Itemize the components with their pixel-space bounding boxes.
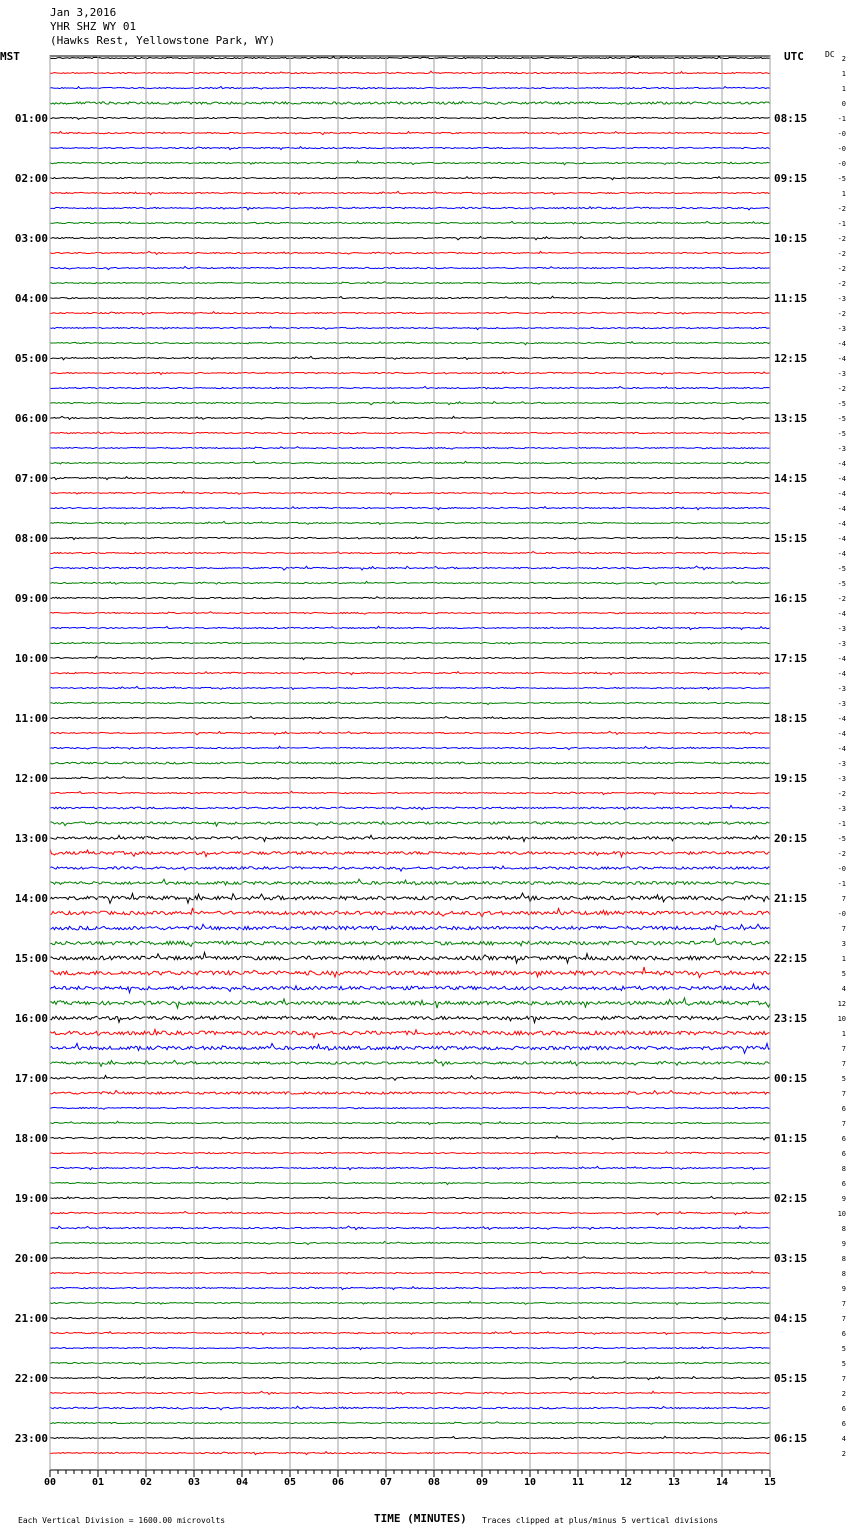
x-tick-label: 02	[139, 1477, 153, 1488]
trace-15	[50, 282, 770, 284]
dc-offset-label: 1	[841, 1030, 846, 1038]
x-tick-label: 05	[283, 1477, 297, 1488]
trace-21	[50, 372, 770, 375]
trace-55	[50, 879, 770, 885]
trace-32	[50, 537, 770, 540]
trace-14	[50, 266, 770, 269]
dc-offset-label: -4	[837, 550, 846, 558]
dc-offset-label: -3	[837, 370, 846, 378]
utc-hour-label: 03:15	[774, 1252, 808, 1265]
trace-1	[50, 71, 770, 73]
dc-offset-label: -3	[837, 325, 846, 333]
trace-57	[50, 908, 770, 918]
station-code: YHR SHZ WY 01	[50, 20, 137, 33]
trace-45	[50, 731, 770, 734]
trace-91	[50, 1422, 770, 1424]
dc-offset-label: -5	[837, 415, 846, 423]
dc-offset-label: -3	[837, 775, 846, 783]
dc-offset-label: 9	[841, 1240, 846, 1248]
dc-offset-label: -4	[837, 670, 846, 678]
trace-25	[50, 431, 770, 433]
mst-hour-label: 04:00	[14, 292, 48, 305]
trace-77	[50, 1211, 770, 1214]
trace-34	[50, 566, 770, 570]
utc-hour-label: 12:15	[774, 352, 808, 365]
x-tick-label: 13	[667, 1477, 681, 1488]
trace-87	[50, 1361, 770, 1364]
trace-7	[50, 161, 770, 165]
dc-offset-label: -3	[837, 700, 846, 708]
utc-hour-label: 21:15	[774, 892, 808, 905]
trace-37	[50, 612, 770, 614]
dc-offset-label: 9	[841, 1285, 846, 1293]
trace-64	[50, 1016, 770, 1023]
dc-offset-label: -3	[837, 295, 846, 303]
trace-20	[50, 356, 770, 359]
utc-hour-label: 06:15	[774, 1432, 808, 1445]
trace-5	[50, 131, 770, 134]
dc-offset-label: -2	[837, 205, 846, 213]
trace-2	[50, 86, 770, 89]
trace-4	[50, 117, 770, 119]
mst-hour-label: 17:00	[14, 1072, 48, 1085]
mst-hour-label: 10:00	[14, 652, 48, 665]
trace-61	[50, 967, 770, 978]
utc-hour-label: 22:15	[774, 952, 808, 965]
x-tick-label: 01	[91, 1477, 105, 1488]
x-tick-label: 10	[523, 1477, 537, 1488]
grid-lines	[50, 56, 770, 1477]
x-axis-title: TIME (MINUTES)	[374, 1512, 467, 1525]
trace-23	[50, 401, 770, 404]
trace-86	[50, 1347, 770, 1350]
dc-offset-label: -2	[837, 850, 846, 858]
dc-offset-label: 2	[841, 55, 846, 63]
mst-hour-label: 08:00	[14, 532, 48, 545]
dc-column-title: DC	[825, 50, 835, 59]
trace-88	[50, 1376, 770, 1379]
trace-81	[50, 1271, 770, 1274]
trace-48	[50, 777, 770, 779]
trace-9	[50, 191, 770, 194]
dc-offset-label: 8	[841, 1270, 846, 1278]
trace-79	[50, 1241, 770, 1244]
utc-hour-label: 01:15	[774, 1132, 808, 1145]
utc-hour-label: 18:15	[774, 712, 808, 725]
x-tick-label: 15	[763, 1477, 777, 1488]
trace-50	[50, 805, 770, 809]
trace-92	[50, 1436, 770, 1439]
dc-offset-label: -0	[837, 130, 846, 138]
utc-hour-label: 19:15	[774, 772, 808, 785]
dc-offset-label: 8	[841, 1165, 846, 1173]
trace-36	[50, 597, 770, 599]
trace-46	[50, 746, 770, 749]
dc-offset-label: -4	[837, 610, 846, 618]
mst-hour-label: 13:00	[14, 832, 48, 845]
dc-offset-label: 9	[841, 1195, 846, 1203]
dc-offset-label: -4	[837, 340, 846, 348]
utc-hour-label: 00:15	[774, 1072, 808, 1085]
trace-89	[50, 1391, 770, 1394]
mst-hour-label: 07:00	[14, 472, 48, 485]
dc-offset-label: -0	[837, 160, 846, 168]
dc-offset-label: -5	[837, 580, 846, 588]
trace-28	[50, 477, 770, 480]
trace-83	[50, 1301, 770, 1304]
trace-30	[50, 507, 770, 510]
dc-offset-label: 7	[841, 895, 846, 903]
trace-62	[50, 984, 770, 993]
dc-offset-label: -5	[837, 175, 846, 183]
trace-60	[50, 952, 770, 963]
trace-12	[50, 236, 770, 239]
mst-hour-label: 05:00	[14, 352, 48, 365]
x-tick-label: 14	[715, 1477, 729, 1488]
utc-hour-label: 14:15	[774, 472, 808, 485]
dc-offset-label: -3	[837, 685, 846, 693]
dc-offset-label: 6	[841, 1420, 846, 1428]
trace-13	[50, 251, 770, 254]
mst-hour-label: 20:00	[14, 1252, 48, 1265]
mst-hour-label: 18:00	[14, 1132, 48, 1145]
dc-offset-label: -5	[837, 430, 846, 438]
trace-74	[50, 1166, 770, 1169]
dc-offset-label: 7	[841, 1045, 846, 1053]
mst-hour-label: 14:00	[14, 892, 48, 905]
mst-hour-label: 06:00	[14, 412, 48, 425]
dc-offset-label: -4	[837, 535, 846, 543]
dc-offset-label: 6	[841, 1180, 846, 1188]
dc-offset-label: -1	[837, 820, 846, 828]
trace-38	[50, 626, 770, 629]
dc-offset-label: 6	[841, 1135, 846, 1143]
utc-hour-label: 09:15	[774, 172, 808, 185]
trace-69	[50, 1090, 770, 1094]
dc-offset-label: 1	[841, 70, 846, 78]
dc-offset-label: 6	[841, 1405, 846, 1413]
trace-54	[50, 866, 770, 871]
trace-73	[50, 1152, 770, 1154]
x-tick-label: 00	[43, 1477, 57, 1488]
trace-33	[50, 551, 770, 553]
mst-hour-label: 09:00	[14, 592, 48, 605]
dc-offset-label: -2	[837, 595, 846, 603]
x-tick-label: 04	[235, 1477, 249, 1488]
dc-offset-label: -2	[837, 265, 846, 273]
trace-84	[50, 1317, 770, 1320]
scale-note: Each Vertical Division = 1600.00 microvolts	[18, 1516, 226, 1525]
dc-offset-label: 7	[841, 1375, 846, 1383]
dc-offset-label: -4	[837, 355, 846, 363]
mst-hour-label: 19:00	[14, 1192, 48, 1205]
dc-offset-label: -1	[837, 880, 846, 888]
dc-offset-label: 10	[837, 1210, 846, 1218]
dc-offset-label: -1	[837, 220, 846, 228]
dc-offset-label: 1	[841, 85, 846, 93]
dc-offset-label: 6	[841, 1330, 846, 1338]
dc-offset-label: -3	[837, 625, 846, 633]
trace-56	[50, 893, 770, 903]
trace-11	[50, 221, 770, 224]
x-tick-label: 06	[331, 1477, 345, 1488]
dc-offset-label: 0	[841, 100, 846, 108]
trace-93	[50, 1452, 770, 1455]
clip-note: Traces clipped at plus/minus 5 vertical divisions	[482, 1516, 719, 1525]
trace-70	[50, 1107, 770, 1110]
dc-offset-label: -3	[837, 640, 846, 648]
utc-hour-label: 17:15	[774, 652, 808, 665]
trace-41	[50, 672, 770, 675]
trace-29	[50, 491, 770, 494]
dc-offset-label: 1	[841, 190, 846, 198]
trace-51	[50, 822, 770, 827]
trace-85	[50, 1331, 770, 1334]
utc-axis-title: UTC	[784, 50, 804, 63]
record-date: Jan 3,2016	[50, 6, 117, 19]
utc-hour-label: 20:15	[774, 832, 808, 845]
dc-offset-label: 4	[841, 1435, 846, 1443]
trace-27	[50, 461, 770, 464]
utc-hour-label: 02:15	[774, 1192, 808, 1205]
trace-39	[50, 642, 770, 644]
dc-offset-label: -4	[837, 490, 846, 498]
trace-17	[50, 312, 770, 315]
dc-offset-label: -3	[837, 760, 846, 768]
utc-hour-label: 16:15	[774, 592, 808, 605]
dc-offset-label: -4	[837, 520, 846, 528]
x-tick-label: 09	[475, 1477, 489, 1488]
dc-offset-label: 6	[841, 1150, 846, 1158]
trace-90	[50, 1406, 770, 1410]
mst-axis-title: MST	[0, 50, 20, 63]
trace-22	[50, 386, 770, 388]
trace-10	[50, 207, 770, 210]
dc-offset-label: -0	[837, 910, 846, 918]
dc-offset-label: 6	[841, 1105, 846, 1113]
trace-52	[50, 835, 770, 841]
dc-offset-label: 5	[841, 1345, 846, 1353]
dc-offset-label: -2	[837, 280, 846, 288]
x-tick-label: 08	[427, 1477, 441, 1488]
trace-49	[50, 791, 770, 794]
dc-offset-label: 2	[841, 1390, 846, 1398]
dc-offset-label: 3	[841, 940, 846, 948]
utc-hour-label: 15:15	[774, 532, 808, 545]
dc-offset-label: -1	[837, 115, 846, 123]
trace-19	[50, 342, 770, 345]
dc-offset-label: -2	[837, 250, 846, 258]
trace-76	[50, 1196, 770, 1199]
trace-68	[50, 1075, 770, 1080]
dc-offset-label: -2	[837, 310, 846, 318]
dc-offset-label: -2	[837, 235, 846, 243]
trace-78	[50, 1226, 770, 1230]
dc-offset-label: -5	[837, 835, 846, 843]
dc-offset-label: -3	[837, 805, 846, 813]
dc-offset-label: 4	[841, 985, 846, 993]
dc-offset-label: -4	[837, 655, 846, 663]
dc-offset-label: -4	[837, 730, 846, 738]
mst-hour-label: 01:00	[14, 112, 48, 125]
mst-hour-label: 02:00	[14, 172, 48, 185]
dc-offset-label: 7	[841, 1300, 846, 1308]
trace-67	[50, 1060, 770, 1067]
dc-offset-label: 10	[837, 1015, 846, 1023]
trace-42	[50, 686, 770, 689]
mst-hour-label: 03:00	[14, 232, 48, 245]
dc-offset-label: 8	[841, 1225, 846, 1233]
utc-hour-label: 05:15	[774, 1372, 808, 1385]
utc-hour-label: 08:15	[774, 112, 808, 125]
mst-hour-label: 11:00	[14, 712, 48, 725]
trace-26	[50, 447, 770, 449]
mst-hour-label: 22:00	[14, 1372, 48, 1385]
dc-offset-label: -4	[837, 745, 846, 753]
trace-65	[50, 1029, 770, 1038]
trace-59	[50, 939, 770, 947]
x-tick-label: 03	[187, 1477, 201, 1488]
utc-hour-label: 11:15	[774, 292, 808, 305]
mst-hour-label: 12:00	[14, 772, 48, 785]
trace-43	[50, 702, 770, 705]
trace-40	[50, 656, 770, 659]
mst-hour-label: 15:00	[14, 952, 48, 965]
dc-offset-label: -4	[837, 505, 846, 513]
mst-hour-label: 21:00	[14, 1312, 48, 1325]
dc-offset-label: -4	[837, 715, 846, 723]
trace-3	[50, 101, 770, 104]
dc-offset-label: -0	[837, 865, 846, 873]
trace-44	[50, 716, 770, 718]
trace-82	[50, 1287, 770, 1290]
mst-hour-label: 23:00	[14, 1432, 48, 1445]
dc-offset-label: 5	[841, 1360, 846, 1368]
station-location: (Hawks Rest, Yellowstone Park, WY)	[50, 34, 276, 47]
x-tick-label: 11	[571, 1477, 585, 1488]
utc-hour-label: 23:15	[774, 1012, 808, 1025]
dc-offset-label: -0	[837, 145, 846, 153]
trace-71	[50, 1121, 770, 1124]
trace-group	[50, 56, 770, 1454]
trace-35	[50, 581, 770, 584]
trace-31	[50, 521, 770, 524]
trace-63	[50, 998, 770, 1008]
trace-75	[50, 1182, 770, 1184]
dc-offset-label: 5	[841, 1075, 846, 1083]
dc-offset-label: 7	[841, 1060, 846, 1068]
mst-hour-label: 16:00	[14, 1012, 48, 1025]
trace-72	[50, 1136, 770, 1140]
dc-offset-label: 7	[841, 1315, 846, 1323]
dc-offset-label: 12	[837, 1000, 846, 1008]
trace-53	[50, 849, 770, 857]
trace-18	[50, 326, 770, 329]
dc-offset-label: -4	[837, 475, 846, 483]
utc-hour-label: 10:15	[774, 232, 808, 245]
dc-offset-label: 1	[841, 955, 846, 963]
dc-offset-label: -5	[837, 565, 846, 573]
trace-8	[50, 177, 770, 180]
trace-58	[50, 924, 770, 930]
dc-offset-label: 5	[841, 970, 846, 978]
trace-0	[50, 56, 770, 58]
dc-offset-label: -4	[837, 460, 846, 468]
x-tick-label: 12	[619, 1477, 633, 1488]
dc-offset-label: 7	[841, 1090, 846, 1098]
dc-offset-label: 7	[841, 1120, 846, 1128]
dc-offset-label: -2	[837, 790, 846, 798]
utc-hour-label: 13:15	[774, 412, 808, 425]
trace-16	[50, 296, 770, 299]
trace-66	[50, 1043, 770, 1053]
trace-80	[50, 1257, 770, 1259]
trace-24	[50, 416, 770, 419]
utc-hour-label: 04:15	[774, 1312, 808, 1325]
dc-offset-label: -2	[837, 385, 846, 393]
dc-offset-label: 7	[841, 925, 846, 933]
dc-offset-label: 2	[841, 1450, 846, 1458]
trace-6	[50, 147, 770, 150]
dc-offset-label: -5	[837, 400, 846, 408]
x-tick-label: 07	[379, 1477, 393, 1488]
dc-offset-label: -3	[837, 445, 846, 453]
dc-offset-label: 8	[841, 1255, 846, 1263]
trace-47	[50, 761, 770, 764]
